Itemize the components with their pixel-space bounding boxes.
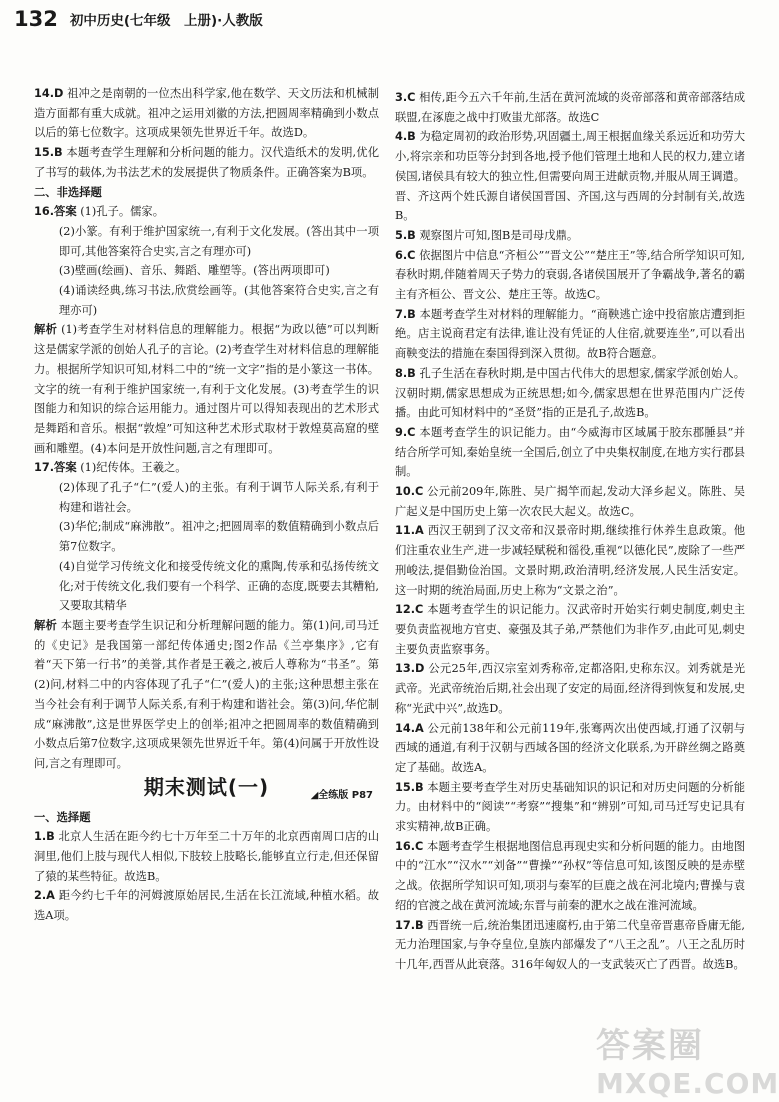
answer-17-part2: (2)体现了孔子“仁”(爱人)的主张。有利于调节人际关系,有利于构建和谐社会。: [58, 481, 379, 514]
section-heading-choice: 一、选择题: [34, 810, 91, 824]
answer-1: 1.B 北京人生活在距今约七十万年至二十万年的北京西南周口店的山洞里,他们上肢与现代人相似,下肢较上肢略长,能够直立行走,但还保留了猿的某些特征。故选B。: [34, 830, 379, 883]
answer-17: 17.答案 (1)纪传体。王羲之。: [34, 461, 187, 475]
answer-17-part3: (3)华佗;制成“麻沸散”。祖冲之;把圆周率的数值精确到小数点后第7位数字。: [58, 520, 379, 554]
answer-16-part2: (2)小篆。有利于维护国家统一,有利于文化发展。(答出其中一项即可,其他答案符合史实,言之有理亦可): [58, 224, 379, 258]
answer-9-c: 9.C 本题考查学生的识记能力。由“今威海市区域属于胶东郡腄县”并结合所学可知,秦始皇统一全国后,创立了中央集权制度,在地方实行郡县制。: [395, 425, 745, 479]
answer-17-b: 17.B 西晋统一后,统治集团迅速腐朽,由于第二代皇帝晋惠帝昏庸无能,无力治理国家,与争夺皇位,皇族内部爆发了“八王之乱”。八王之乱历时十几年,西晋从此衰落。316年匈奴人的一支武装灭亡了西晋。故选B。: [395, 918, 746, 971]
section-heading-nonchoice: 二、非选择题: [34, 185, 102, 199]
left-column: [34, 84, 379, 926]
exam-title: 期末测试(一) ◢全练版 P87: [34, 778, 379, 806]
answer-17-part4: (4)自觉学习传统文化和接受传统文化的熏陶,传承和弘扬传统文化;对于传统文化,我们要有一个科学、正确的态度,既要去其糟粕,又要取其精华: [58, 559, 379, 613]
answer-2: 2.A 距今约七千年的河姆渡原始居民,生活在长江流域,种植水稻。故选A项。: [34, 889, 380, 923]
answer-16-part4: (4)诵读经典,练习书法,欣赏绘画等。(其他答案符合史实,言之有理亦可): [58, 284, 379, 317]
answer-13-d: 13.D 公元25年,西汉宗室刘秀称帝,定都洛阳,史称东汉。刘秀就是光武帝。光武帝统治后期,社会出现了安定的局面,经济得到恢复和发展,史称“光武中兴”,故选D。: [395, 662, 745, 715]
answer-8-b: 8.B 孔子生活在春秋时期,是中国古代伟大的思想家,儒家学派创始人。汉朝时期,儒家思想成为正统思想;如今,儒家思想在世界范围内广泛传播。由此可知材料中的“圣贤”指的正是孔子,故选B。: [395, 366, 746, 420]
answer-15-b: 15.B 本题主要考查学生对历史基础知识的识记和对历史问题的分析能力。由材料中的“阅读”“考察”“搜集”和“辨别”可知,司马迁写史记具有求实精神,故B正确。: [395, 780, 745, 834]
answer-16: 16.答案 (1)孔子。儒家。: [34, 205, 165, 219]
practice-page-ref: ◢全练版 P87: [310, 789, 373, 801]
analysis-16: 解析 (1)考查学生对材料信息的理解能力。根据“为政以德”可以判断这是儒家学派的创始人孔子的言论。(2)考查学生对材料信息的理解能力。根据所学知识可知,材料二中的“统一文字”指的是小篆这一书体。文字的统一有利于维护国家统一,有利于文化发展。(3)考查学生的识图能力和知识的综合运用能力。通过图片可以得知表现出的艺术形式是舞蹈和音乐。根据“敦煌”可知这种艺术形式取材于敦煌莫高窟的壁画和雕塑。(4)本问是开放性问题,言之有理即可。: [34, 323, 379, 455]
answer-14-a: 14.A 公元前138年和公元前119年,张骞两次出使西域,打通了汉朝与西域的通道,有利于汉朝与西域各国的经济文化联系,为开辟丝绸之路奠定了基础。故选A。: [395, 721, 745, 774]
right-column: [395, 88, 745, 975]
answer-4-b: 4.B 为稳定周初的政治形势,巩固疆土,周王根据血缘关系远近和功劳大小,将宗亲和功臣等分封到各地,授予他们管理土地和人民的权力,建立诸侯国,诸侯具有较大的独立性,但需要向周王进献贡物,并服从周王调遣。晋、齐这两个姓氏源自诸侯国晋国、齐国,这与西周的分封制有关,故选B。: [395, 130, 746, 223]
answer-5-b: 5.B 观察图片可知,图B是司母戊鼎。: [395, 228, 579, 242]
watermark-logo: 答案圈 MXQE.COM: [596, 1026, 779, 1100]
answer-6-c: 6.C 依据图片中信息“齐桓公”“晋文公”“楚庄王”等,结合所学知识可知,春秋时期,伴随着周天子势力的衰弱,各诸侯国展开了争霸战争,著名的霸主有齐桓公、晋文公、楚庄王等。故选C。: [395, 248, 746, 302]
answer-14: 14.D 祖冲之是南朝的一位杰出科学家,他在数学、天文历法和机械制造方面都有重大成就。祖冲之运用刘徽的方法,把圆周率精确到小数点以后的第七位数字。这项成果领先世界近千年。故选D。: [34, 87, 379, 140]
answer-10-c: 10.C 公元前209年,陈胜、吴广揭竿而起,发动大泽乡起义。陈胜、吴广起义是中国历史上第一次农民大起义。故选C。: [395, 485, 745, 518]
answer-7-b: 7.B 本题考查学生对材料的理解能力。“商鞅逃亡途中投宿旅店遭到拒绝。店主说商君定有法律,谁让没有凭证的人住宿,就要连坐”,可以看出商鞅变法的措施在秦国得到深入贯彻。故B符合题意。: [395, 307, 745, 361]
answer-11-a: 11.A 西汉王朝到了汉文帝和汉景帝时期,继续推行休养生息政策。他们注重农业生产,进一步减轻赋税和徭役,重视“以德化民”,废除了一些严刑峻法,提倡勤俭治国。文景时期,政治清明,经济发展,人民生活安定。这一时期的统治局面,历史上称为“文景之治”。: [395, 524, 745, 597]
page-header: [14, 4, 736, 34]
answer-3-c: 3.C 相传,距今五六千年前,生活在黄河流域的炎帝部落和黄帝部落结成联盟,在涿鹿之战中打败蚩尤部落。故选C: [395, 91, 746, 124]
answer-15: 15.B 本题考查学生理解和分析问题的能力。汉代造纸术的发明,优化了书写的载体,为书法艺术的发展提供了物质条件。正确答案为B项。: [34, 146, 379, 179]
book-title: 初中历史(七年级 上册)·人教版: [69, 13, 263, 29]
answer-16-part3: (3)壁画(绘画)、音乐、舞蹈、雕塑等。(答出两项即可): [58, 264, 330, 278]
analysis-17: 解析 本题主要考查学生识记和分析理解问题的能力。第(1)问,司马迁的《史记》是我国第一部纪传体通史;图2作品《兰亭集序》,它有着“天下第一行书”的美誉,其作者是王羲之,被后人尊称为“书圣”。第(2)问,材料二中的内容体现了孔子“仁”(爱人)的主张;这种思想主张在当今社会有利于调节人际关系,有利于构建和谐社会。第(3)问,华佗制成“麻沸散”,这是世界医学史上的创举;祖冲之把圆周率的数值精确到小数点后第7位数字,这项成果领先世界近千年。第(4)问属于开放性设问,言之有理即可。: [34, 618, 379, 770]
answer-12-c: 12.C 本题考查学生的识记能力。汉武帝时开始实行刺史制度,刺史主要负责监视地方官吏、豪强及其子弟,严禁他们为非作歹,由此可见,刺史主要负责监察事务。: [395, 603, 745, 656]
page-number: 132: [14, 7, 58, 31]
answer-16-c: 16.C 本题考查学生根据地图信息再现史实和分析问题的能力。由地图中的“江水”“汉水”“刘备”“曹操”“孙权”等信息可知,该图反映的是赤壁之战。依据所学知识可知,项羽与秦军的巨鹿之战在河北境内;曹操与袁绍的官渡之战在黄河流域;东晋与前秦的淝水之战在淮河流域。: [395, 839, 745, 912]
